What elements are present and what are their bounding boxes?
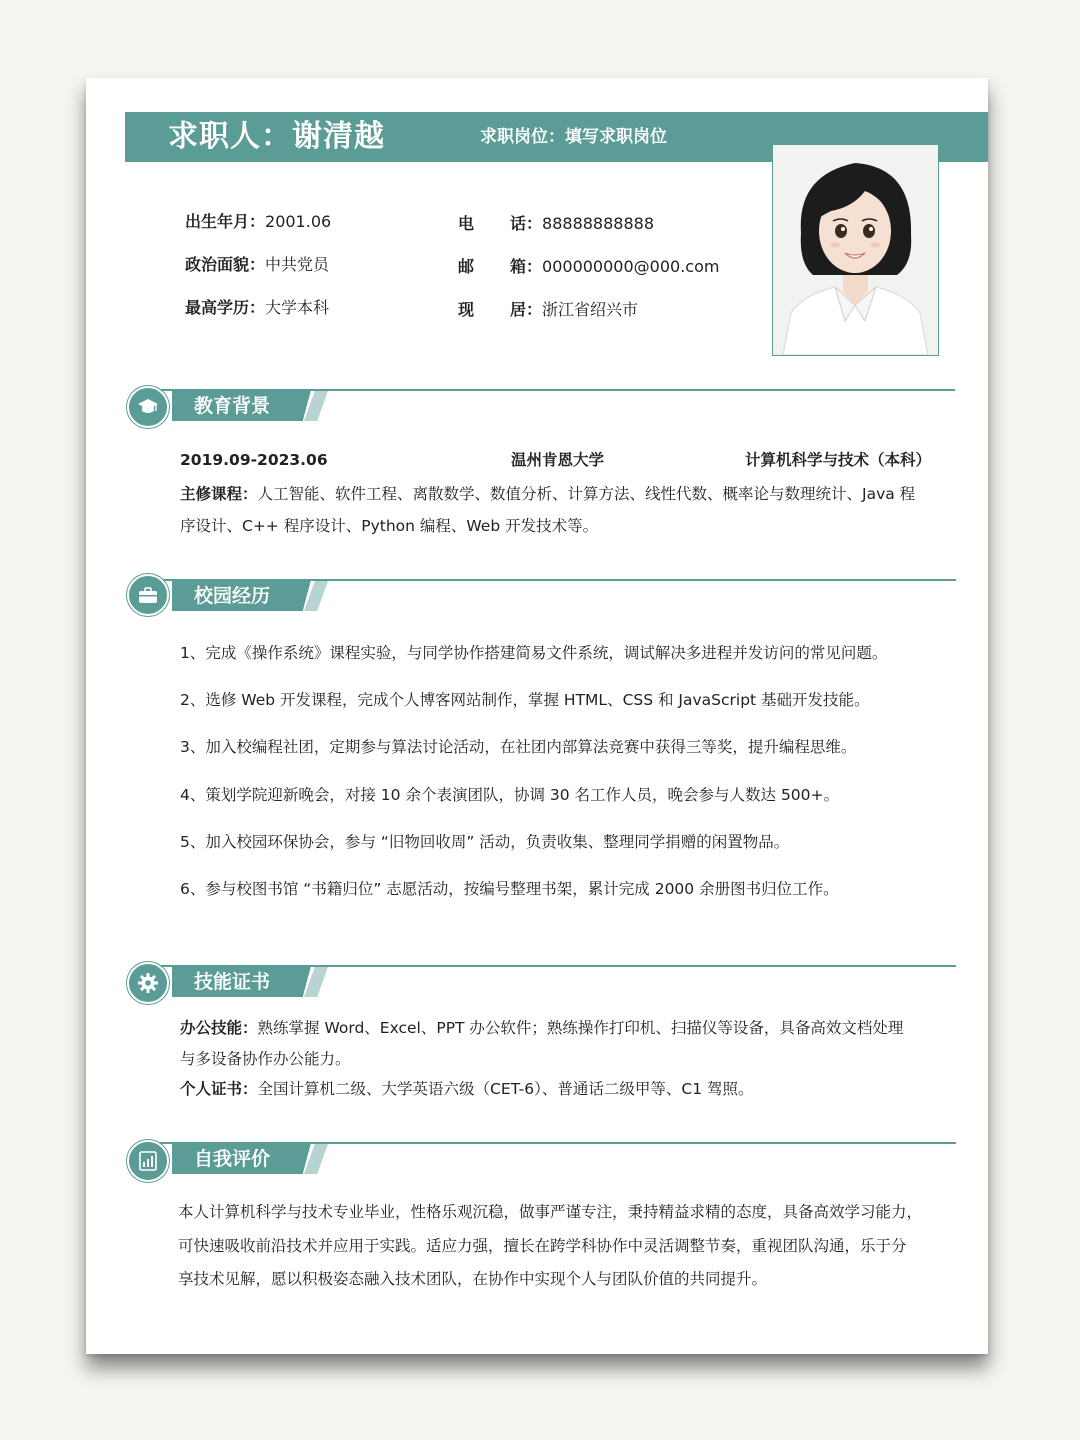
skills-office: 办公技能：熟练掌握 Word、Excel、PPT 办公软件；熟练操作打印机、扫描仪等设备，具备高效文档处理 xyxy=(180,1019,904,1037)
campus-item: 6、参与校图书馆 “书籍归位” 志愿活动，按编号整理书架，累计完成 2000 余册图书归位工作。 xyxy=(180,880,839,898)
self-evaluation-line: 可快速吸收前沿技术并应用于实践。适应力强，擅长在跨学科协作中灵活调整节奏，重视团队沟通，乐于分 xyxy=(178,1237,907,1255)
self-title: 自我评价 xyxy=(194,1148,271,1170)
skills-certificates: 个人证书：全国计算机二级、大学英语六级（CET-6）、普通话二级甲等、C1 驾照。 xyxy=(180,1080,754,1098)
self-evaluation-line: 本人计算机科学与技术专业毕业，性格乐观沉稳，做事严谨专注，秉持精益求精的态度，具备高效学习能力， xyxy=(178,1203,923,1221)
education-title: 教育背景 xyxy=(194,395,271,417)
campus-title: 校园经历 xyxy=(194,585,271,607)
graduation-cap-icon xyxy=(127,386,169,428)
resume-page xyxy=(86,78,988,1354)
portrait-illustration xyxy=(773,145,938,355)
skills-header-bar xyxy=(172,967,328,997)
campus-item: 1、完成《操作系统》课程实验，与同学协作搭建简易文件系统，调试解决多进程并发访问的常见问题。 xyxy=(180,644,888,662)
campus-item: 4、策划学院迎新晚会，对接 10 余个表演团队，协调 30 名工作人员，晚会参与人数达 500+。 xyxy=(180,786,840,804)
education-school: 温州肯恩大学 xyxy=(511,451,605,469)
report-icon xyxy=(127,1140,169,1182)
education-courses: 主修课程：人工智能、软件工程、离散数学、数值分析、计算方法、线性代数、概率论与数理统计、Java 程 xyxy=(180,485,916,503)
info-email: 邮 箱：000000000@000.com xyxy=(458,257,720,276)
education-major: 计算机科学与技术（本科） xyxy=(745,451,932,469)
target-position: 求职岗位：填写求职岗位 xyxy=(480,127,667,147)
campus-item: 2、选修 Web 开发课程，完成个人博客网站制作，掌握 HTML、CSS 和 JavaScript 基础开发技能。 xyxy=(180,691,870,709)
skills-office-cont: 与多设备协作办公能力。 xyxy=(180,1050,351,1068)
skills-title: 技能证书 xyxy=(194,971,271,993)
info-phone: 电 话：88888888888 xyxy=(458,214,655,233)
education-header-bar xyxy=(172,391,328,421)
info-residence: 现 居：浙江省绍兴市 xyxy=(458,300,639,319)
profile-photo xyxy=(772,144,939,356)
info-political-status: 政治面貌：中共党员 xyxy=(185,255,330,274)
self-header-bar xyxy=(172,1144,328,1174)
gear-icon xyxy=(127,962,169,1004)
briefcase-icon xyxy=(127,574,169,616)
info-birth: 出生年月：2001.06 xyxy=(185,212,332,231)
campus-item: 3、加入校编程社团，定期参与算法讨论活动，在社团内部算法竞赛中获得三等奖，提升编程思维。 xyxy=(180,738,857,756)
education-courses-cont: 序设计、C++ 程序设计、Python 编程、Web 开发技术等。 xyxy=(180,517,599,535)
campus-header-bar xyxy=(172,581,328,611)
education-period: 2019.09-2023.06 xyxy=(180,451,328,469)
applicant-name: 求职人：谢清越 xyxy=(168,119,385,154)
info-education-level: 最高学历：大学本科 xyxy=(185,298,330,317)
self-evaluation-line: 享技术见解，愿以积极姿态融入技术团队，在协作中实现个人与团队价值的共同提升。 xyxy=(178,1270,768,1288)
campus-item: 5、加入校园环保协会，参与 “旧物回收周” 活动，负责收集、整理同学捐赠的闲置物品。 xyxy=(180,833,790,851)
